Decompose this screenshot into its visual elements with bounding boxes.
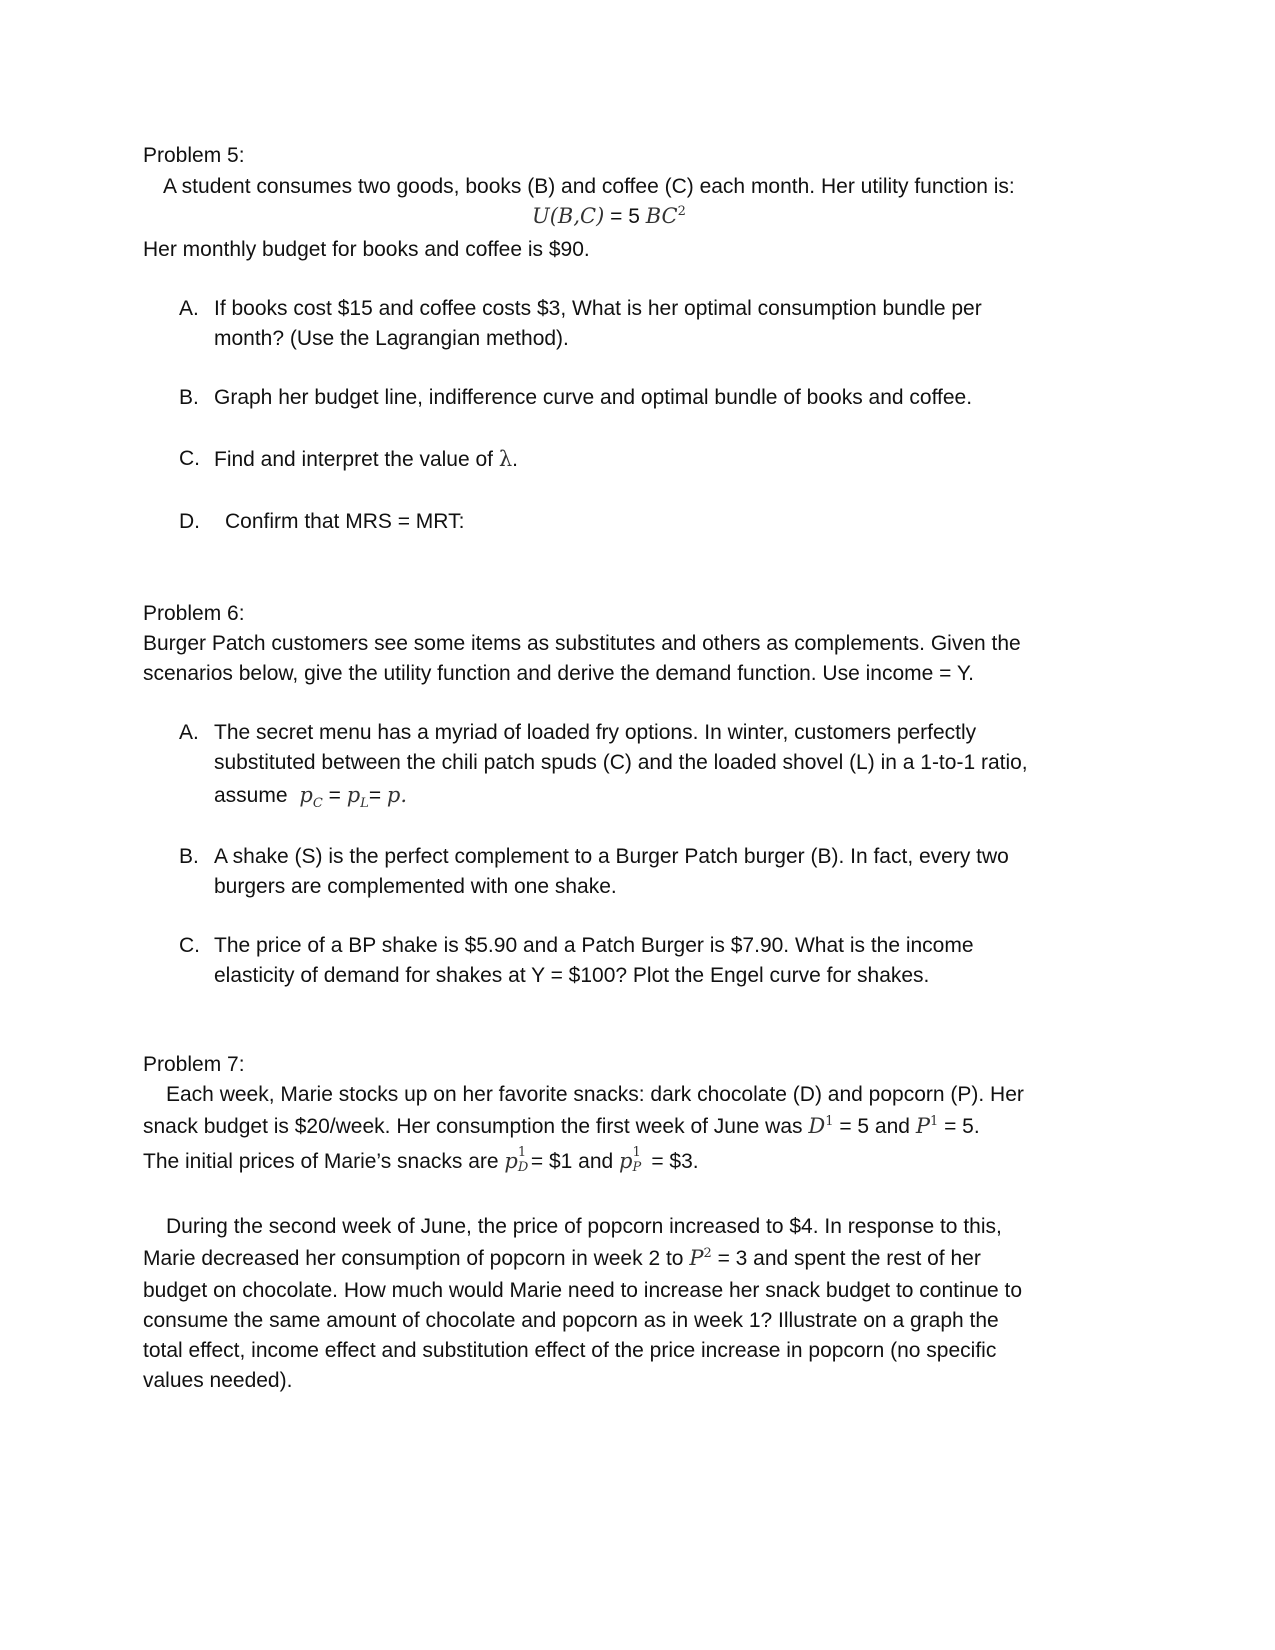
superscript: 1 — [517, 1145, 527, 1161]
p6-item-b-line-1: A shake (S) is the perfect complement to a Burger Patch burger (B). In fact, every two — [214, 845, 1009, 868]
p6-item-a-line-3 — [214, 780, 407, 811]
superscript: 1 — [825, 1114, 834, 1129]
problem-7-para2-line-5: total effect, income effect and substitution effect of the price increase in popcorn (no specific — [143, 1339, 997, 1362]
p5-item-b: Graph her budget line, indifference curve and optimal bundle of books and coffee. — [214, 386, 973, 409]
p6-item-a-line-2: substituted between the chili patch spuds (C) and the loaded shovel (L) in a 1-to-1 ratio, — [214, 751, 1028, 774]
price-pd: p — [504, 1149, 518, 1173]
price-p-end: p. — [386, 783, 408, 807]
problem-7-para2-line-1: During the second week of June, the price of popcorn increased to $4. In response to this, — [166, 1215, 1002, 1238]
text-run: The initial prices of Marie’s snacks are — [143, 1150, 505, 1173]
assume-word: assume — [214, 784, 288, 807]
problem-7-para1-line-2 — [143, 1111, 980, 1142]
problem-5-budget: Her monthly budget for books and coffee is $90. — [143, 238, 590, 261]
text-run: Marie decreased her consumption of popcorn in week 2 to — [143, 1247, 690, 1270]
text-run: snack budget is $20/week. Her consumption the first week of June was — [143, 1115, 809, 1138]
p5-item-a-line-2: month? (Use the Lagrangian method). — [214, 327, 569, 350]
p5-item-c-text: Find and interpret the value of — [214, 448, 499, 471]
equals-sign: = — [322, 784, 347, 807]
utility-lhs: U(B,C) — [532, 204, 605, 228]
sup-sub-stack — [517, 1145, 531, 1176]
var-p: P — [689, 1246, 704, 1270]
item-marker: C. — [179, 934, 200, 957]
problem-7-para2-line-6: values needed). — [143, 1369, 293, 1392]
problem-5-intro: A student consumes two goods, books (B) and coffee (C) each month. Her utility function is: — [163, 175, 1015, 198]
p6-item-a-line-1: The secret menu has a myriad of loaded fry options. In winter, customers perfectly — [214, 721, 977, 744]
sup-sub-stack — [632, 1145, 646, 1176]
problem-7-para1-line-3 — [143, 1146, 699, 1177]
item-marker: A. — [179, 297, 199, 320]
problem-7-para2-line-4: consume the same amount of chocolate and popcorn as in week 1? Illustrate on a graph the — [143, 1309, 999, 1332]
problem-7-para2-line-3: budget on chocolate. How much would Marie need to increase her snack budget to continue to — [143, 1279, 1023, 1302]
problem-6-intro-1: Burger Patch customers see some items as substitutes and others as complements. Given the — [143, 632, 1021, 655]
utility-var: BC — [645, 204, 678, 228]
superscript: 1 — [632, 1145, 641, 1161]
superscript: 1 — [929, 1114, 939, 1129]
text-run: = 3 and spent the rest of her — [711, 1247, 981, 1270]
text-run: = $3. — [645, 1150, 699, 1173]
subscript: P — [632, 1160, 642, 1176]
p5-item-c — [214, 444, 518, 475]
text-run: = 5. — [938, 1115, 980, 1138]
problem-5-heading: Problem 5: — [143, 144, 245, 167]
superscript: 2 — [703, 1246, 712, 1261]
p6-item-c-line-2: elasticity of demand for shakes at Y = $100? Plot the Engel curve for shakes. — [214, 964, 930, 987]
subscript-l: L — [360, 796, 369, 812]
utility-exp: 2 — [677, 204, 686, 219]
problem-6-heading: Problem 6: — [143, 602, 245, 625]
utility-function — [532, 201, 686, 232]
p6-item-c-line-1: The price of a BP shake is $5.90 and a Patch Burger is $7.90. What is the income — [214, 934, 974, 957]
item-marker: D. — [179, 510, 200, 533]
price-p: p — [346, 783, 361, 807]
subscript-c: C — [312, 796, 323, 812]
p5-item-d: Confirm that MRS = MRT: — [225, 510, 465, 533]
item-marker: A. — [179, 721, 199, 744]
problem-6-intro-2: scenarios below, give the utility function and derive the demand function. Use income = Y. — [143, 662, 974, 685]
p6-item-b-line-2: burgers are complemented with one shake. — [214, 875, 617, 898]
problem-7-para2-line-2 — [143, 1243, 981, 1274]
var-d: D — [808, 1114, 826, 1138]
item-marker: C. — [179, 447, 200, 470]
text-run: = 5 and — [833, 1115, 916, 1138]
problem-7-heading: Problem 7: — [143, 1053, 245, 1076]
equals-sign: = — [368, 784, 387, 807]
utility-eq: = 5 — [604, 205, 646, 228]
var-p: P — [915, 1114, 930, 1138]
item-marker: B. — [179, 845, 199, 868]
problem-7-para1-line-1: Each week, Marie stocks up on her favorite snacks: dark chocolate (D) and popcorn (P). Her — [166, 1083, 1024, 1106]
text-run: = $1 and — [530, 1150, 620, 1173]
price-p: p — [299, 783, 313, 807]
item-marker: B. — [179, 386, 199, 409]
lambda-symbol: λ — [498, 447, 513, 471]
subscript: D — [517, 1160, 529, 1176]
p5-item-a-line-1: If books cost $15 and coffee costs $3, What is her optimal consumption bundle per — [214, 297, 982, 320]
price-pp: p — [619, 1149, 633, 1173]
p5-item-c-end: . — [512, 448, 518, 471]
